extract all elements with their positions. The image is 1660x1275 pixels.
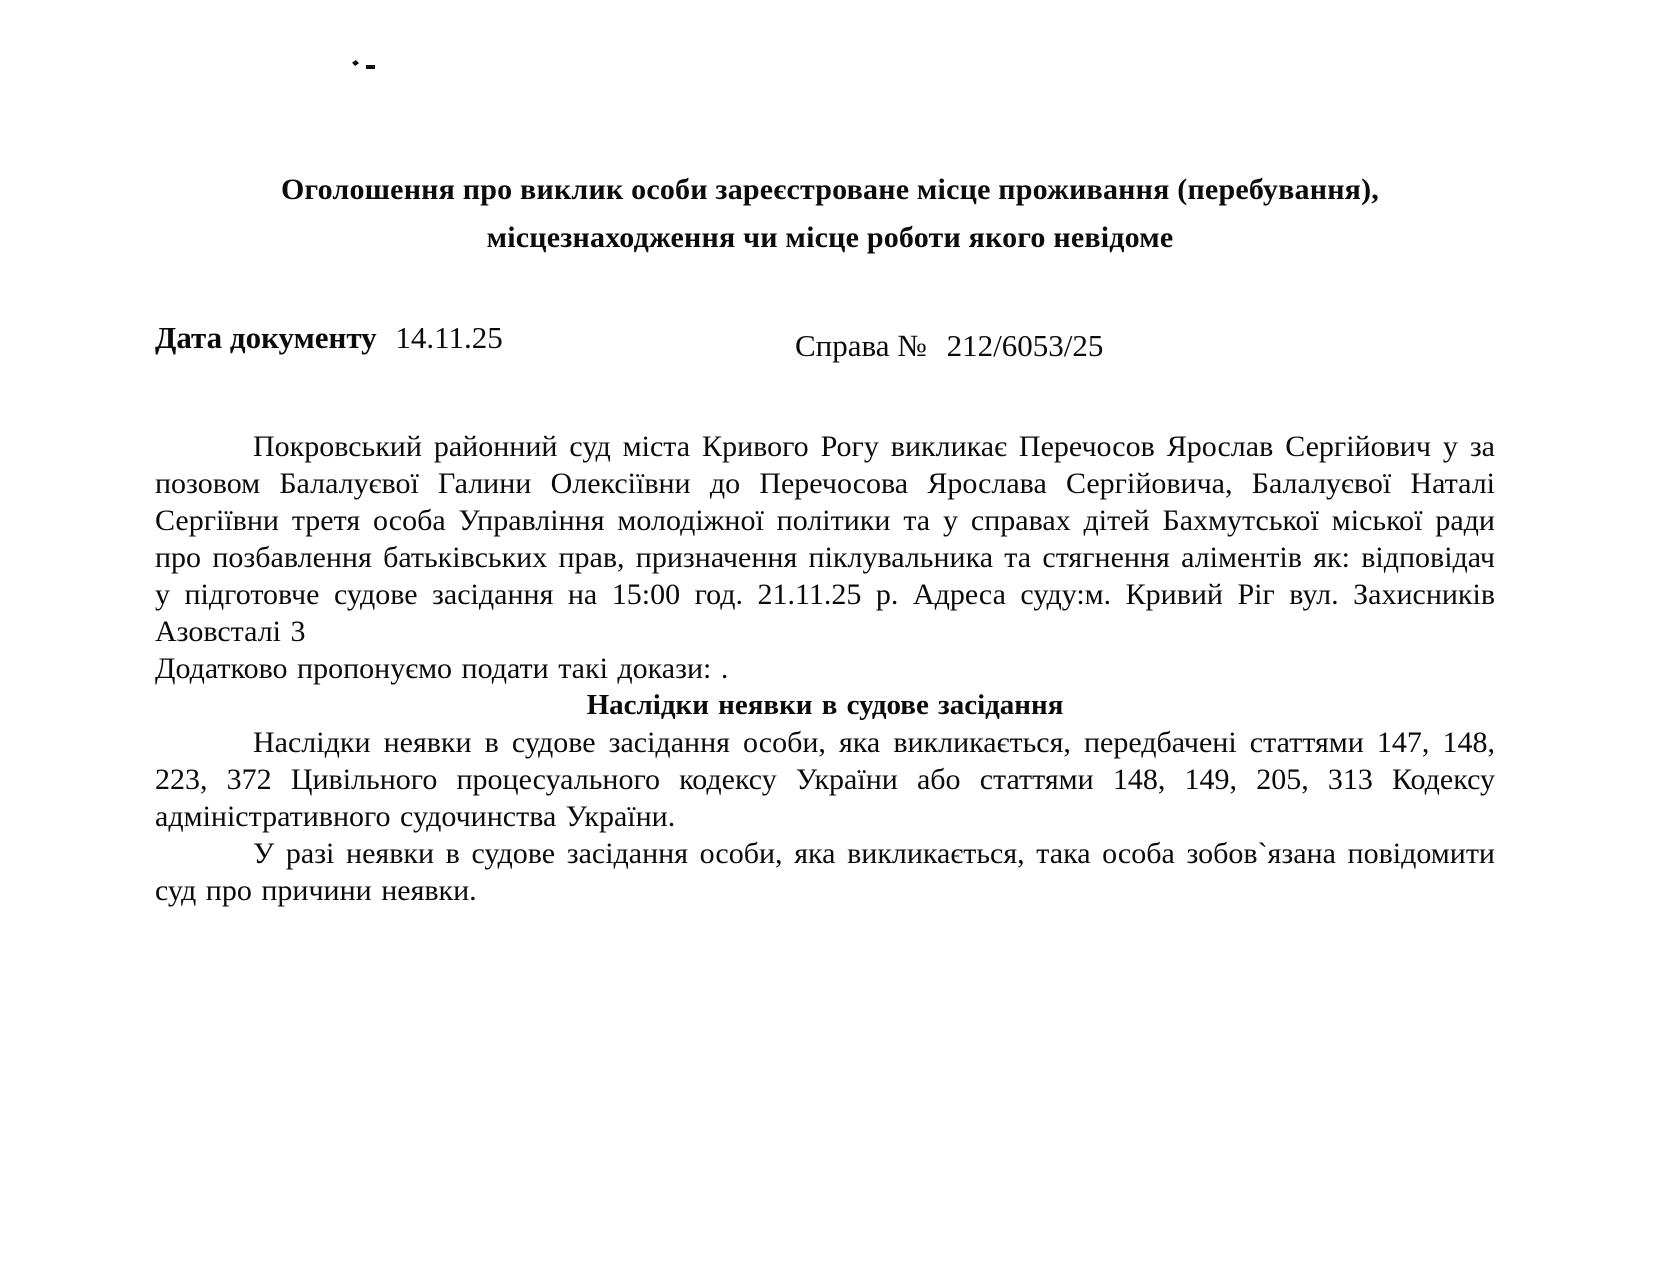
scan-artifact <box>352 58 378 72</box>
consequences-heading: Наслідки неявки в судове засідання <box>586 689 1064 721</box>
consequences-paragraph-1: Наслідки неявки в судове засідання особи, яка викликається, передбачені статтями 147, 148, 223, 372 Цивільного процесуального кодексу України або статтями 148, 149, 205, 313 Кодексу адміністративного судочинства України. <box>155 726 1495 833</box>
case-number <box>795 326 1103 366</box>
date-label: Дата документу <box>155 320 377 355</box>
case-label: Справа № <box>795 328 927 363</box>
case-value: 212/6053/25 <box>946 328 1104 363</box>
date-value: 14.11.25 <box>395 320 503 355</box>
evidence-line: Додатково пропонуємо подати такі докази: . <box>155 652 729 685</box>
summons-paragraph: Покровський районний суд міста Кривого Рогу викликає Перечосов Ярослав Сергійович у за позовом Балалуєвої Галини Олексіївни до Перечосова Ярослава Сергійовича, Балалуєвої Наталі Сергіївни третя особа Управління молодіжної політики та у справах дітей Бахмутської міської ради про позбавлення батьківських прав, призначення піклувальника та стягнення аліментів як: відповідач у підготовче судове засідання на 15:00 год. 21.11.25 р. Адреса суду:м. Кривий Ріг вул. Захисників Азовсталі 3 <box>155 430 1495 648</box>
document-date <box>155 318 503 358</box>
document-body <box>155 428 1495 909</box>
document-title: Оголошення про виклик особи зареєстроване місце проживання (перебування), місцезнаходження чи місце роботи якого невідоме <box>281 173 1379 254</box>
scan-speck <box>352 60 359 66</box>
consequences-paragraph-2: У разі неявки в судове засідання особи, яка викликається, така особа зобов`язана повідомити суд про причини неявки. <box>155 837 1495 907</box>
meta-row <box>155 318 1495 362</box>
scan-speck <box>366 65 375 69</box>
